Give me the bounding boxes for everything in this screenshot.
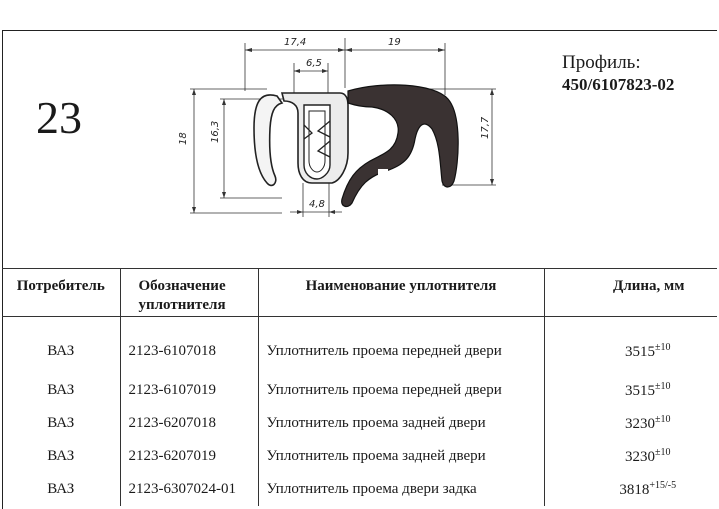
seal-table xyxy=(2,268,717,506)
cell-name: Уплотнитель проема двери задка xyxy=(258,473,544,506)
table-row xyxy=(2,440,717,473)
cell-length xyxy=(544,374,717,407)
cell-name: Уплотнитель проема задней двери xyxy=(258,440,544,473)
dim-16-3: 16,3 xyxy=(210,120,221,143)
dim-19: 19 xyxy=(388,37,401,48)
table-row xyxy=(2,317,717,375)
item-number: 23 xyxy=(36,92,82,143)
cell-consumer: ВАЗ xyxy=(2,317,120,375)
header-length: Длина, мм xyxy=(613,278,685,294)
table-header-row xyxy=(2,269,717,317)
length-value: 3818 xyxy=(619,482,650,498)
header-designation-line1: Обозначение xyxy=(138,278,226,294)
length-value: 3515 xyxy=(625,383,655,399)
table-row xyxy=(2,473,717,506)
dim-18: 18 xyxy=(178,132,189,145)
cell-length xyxy=(544,440,717,473)
profile-label: Профиль: xyxy=(562,52,641,73)
dim-4-8: 4,8 xyxy=(309,199,325,210)
cell-length xyxy=(544,407,717,440)
cell-consumer: ВАЗ xyxy=(2,407,120,440)
cell-designation: 2123-6207018 xyxy=(120,407,258,440)
length-tolerance: ±10 xyxy=(655,342,671,353)
profile-code: 450/6107823-02 xyxy=(562,75,675,94)
header-designation xyxy=(120,269,258,317)
length-tolerance: +15/-5 xyxy=(649,480,677,491)
cell-consumer: ВАЗ xyxy=(2,473,120,506)
length-tolerance: ±10 xyxy=(655,414,671,425)
header-consumer: Потребитель xyxy=(2,269,120,317)
length-value: 3230 xyxy=(625,416,655,432)
seal-profile-drawing xyxy=(172,33,502,223)
cell-designation: 2123-6307024-01 xyxy=(120,473,258,506)
cell-name: Уплотнитель проема задней двери xyxy=(258,407,544,440)
cell-name: Уплотнитель проема передней двери xyxy=(258,317,544,375)
dim-6-5: 6,5 xyxy=(306,58,322,69)
header-designation-line2: уплотнителя xyxy=(138,297,226,313)
dim-17-4: 17,4 xyxy=(284,37,307,48)
length-value: 3515 xyxy=(625,344,655,360)
table-row xyxy=(2,374,717,407)
dim-17-7: 17,7 xyxy=(480,116,491,139)
cell-length xyxy=(544,473,717,506)
cell-name: Уплотнитель проема передней двери xyxy=(258,374,544,407)
cell-consumer: ВАЗ xyxy=(2,440,120,473)
length-tolerance: ±10 xyxy=(655,447,671,458)
cell-designation: 2123-6207019 xyxy=(120,440,258,473)
header-name: Наименование уплотнителя xyxy=(258,269,544,317)
cell-length xyxy=(544,317,717,375)
table-row xyxy=(2,407,717,440)
profile-block xyxy=(562,52,674,96)
cell-designation: 2123-6107018 xyxy=(120,317,258,375)
length-value: 3230 xyxy=(625,449,655,465)
cell-consumer: ВАЗ xyxy=(2,374,120,407)
cell-designation: 2123-6107019 xyxy=(120,374,258,407)
length-tolerance: ±10 xyxy=(655,381,671,392)
